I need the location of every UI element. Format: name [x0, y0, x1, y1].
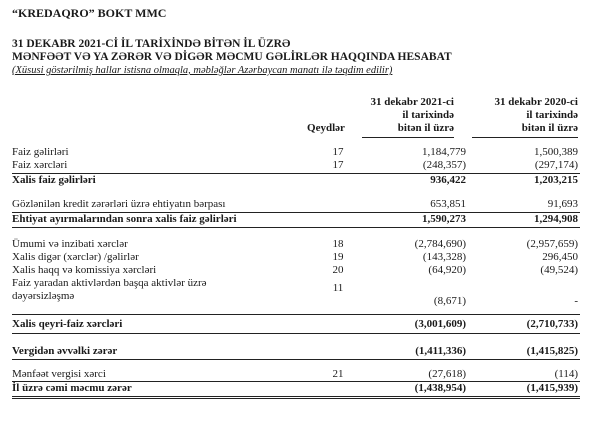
report-title-line1: 31 DEKABR 2021-Cİ İL TARİXİNDƏ BİTƏN İL ÜZRƏ	[12, 38, 291, 50]
row-value-2020: (2,710,733)	[526, 318, 578, 330]
row-value-2020: (49,524)	[540, 264, 578, 276]
table-row	[12, 251, 580, 264]
row-value-2020: (1,415,939)	[526, 382, 578, 394]
row-label: Xalis haqq və komissiya xərcləri	[12, 264, 157, 276]
row-note: 11	[332, 282, 344, 294]
table-row	[12, 159, 580, 172]
divider-line	[12, 314, 580, 315]
divider-line	[12, 333, 580, 334]
row-value-2021: (248,357)	[422, 159, 466, 171]
column-header-2021	[360, 96, 454, 135]
column-header-2020-line1: 31 dekabr 2020-ci	[494, 96, 578, 108]
divider-line	[12, 227, 580, 228]
row-label: Faiz gəlirləri	[12, 146, 69, 158]
column-header-2021-line1: 31 dekabr 2021-ci	[370, 96, 454, 108]
row-note: 21	[332, 368, 344, 380]
column-header-2020	[462, 96, 578, 135]
row-value-2020: 91,693	[547, 198, 578, 210]
table-row	[12, 318, 580, 331]
table-row	[12, 382, 580, 395]
row-label: Faiz yaradan aktivlərdən başqa aktivlər üzrə	[12, 277, 207, 289]
row-label: dəyərsizləşmə	[12, 290, 75, 302]
row-value-2021: (27,618)	[428, 368, 466, 380]
row-value-2020: (2,957,659)	[526, 238, 578, 250]
table-row	[12, 146, 580, 159]
table-row	[12, 277, 580, 294]
row-value-2020: (1,415,825)	[526, 345, 578, 357]
notes-column-header: Qeydlər	[307, 122, 345, 134]
column-header-2020-line2: il tarixində	[526, 109, 578, 121]
row-value-2021: 653,851	[430, 198, 466, 210]
row-label: Vergidən əvvəlki zərər	[12, 345, 118, 357]
table-row	[12, 368, 580, 381]
table-row	[12, 213, 580, 226]
row-note: 17	[332, 146, 344, 158]
header-rule-2021	[362, 137, 454, 138]
table-row	[12, 238, 580, 251]
row-value-2021: (1,411,336)	[415, 345, 466, 357]
column-header-2021-line3: bitən il üzrə	[397, 122, 454, 134]
column-header-2020-line3: bitən il üzrə	[521, 122, 578, 134]
row-value-2021: (64,920)	[428, 264, 466, 276]
row-label: Xalis digər (xərclər) /gəlirlər	[12, 251, 139, 263]
row-note: 19	[332, 251, 344, 263]
row-label: Xalis qeyri-faiz xərcləri	[12, 318, 123, 330]
row-note: 17	[332, 159, 344, 171]
row-value-2020: 1,500,389	[534, 146, 578, 158]
row-label: Ümumi və inzibati xərclər	[12, 238, 128, 250]
row-value-2021: (2,784,690)	[414, 238, 466, 250]
table-row	[12, 345, 580, 358]
row-label: Ehtiyat ayırmalarından sonra xalis faiz gəlirləri	[12, 213, 237, 225]
divider-line	[12, 396, 580, 397]
table-row	[12, 264, 580, 277]
column-header-2021-line2: il tarixində	[402, 109, 454, 121]
row-value-2021: 1,590,273	[422, 213, 466, 225]
report-subtitle: (Xüsusi göstərilmiş hallar istisna olmaqla, məbləğlər Azərbaycan manatı ilə təqdim edilir)	[12, 65, 393, 76]
row-value-2021: (8,671)	[433, 295, 466, 307]
row-value-2020: 296,450	[542, 251, 578, 263]
row-value-2021: (1,438,954)	[414, 382, 466, 394]
row-value-2020: -	[574, 295, 578, 307]
double-underline	[12, 398, 580, 399]
row-label: Faiz xərcləri	[12, 159, 68, 171]
divider-line	[12, 359, 580, 360]
row-label: Xalis faiz gəlirləri	[12, 174, 96, 186]
row-label: Gözlənilən kredit zərərləri üzrə ehtiyatın bərpası	[12, 198, 226, 210]
header-rule-2020	[472, 137, 578, 138]
report-title-line2: MƏNFƏƏT VƏ YA ZƏRƏR VƏ DİGƏR MƏCMU GƏLİRLƏR HAQQINDA HESABAT	[12, 51, 452, 63]
table-row	[12, 290, 580, 307]
row-label: İl üzrə cəmi məcmu zərər	[12, 382, 132, 394]
row-value-2021: 936,422	[430, 174, 466, 186]
table-row	[12, 198, 580, 211]
row-value-2020: (297,174)	[534, 159, 578, 171]
row-value-2020: (114)	[554, 368, 578, 380]
company-name: “KREDAQRO” BOKT MMC	[12, 6, 167, 20]
row-note: 18	[332, 238, 344, 250]
row-value-2021: (143,328)	[422, 251, 466, 263]
row-note: 20	[332, 264, 344, 276]
table-row	[12, 174, 580, 187]
row-value-2021: 1,184,779	[422, 146, 466, 158]
row-value-2021: (3,001,609)	[414, 318, 466, 330]
row-value-2020: 1,294,908	[534, 213, 578, 225]
row-label: Mənfəət vergisi xərci	[12, 368, 106, 380]
row-value-2020: 1,203,215	[534, 174, 578, 186]
